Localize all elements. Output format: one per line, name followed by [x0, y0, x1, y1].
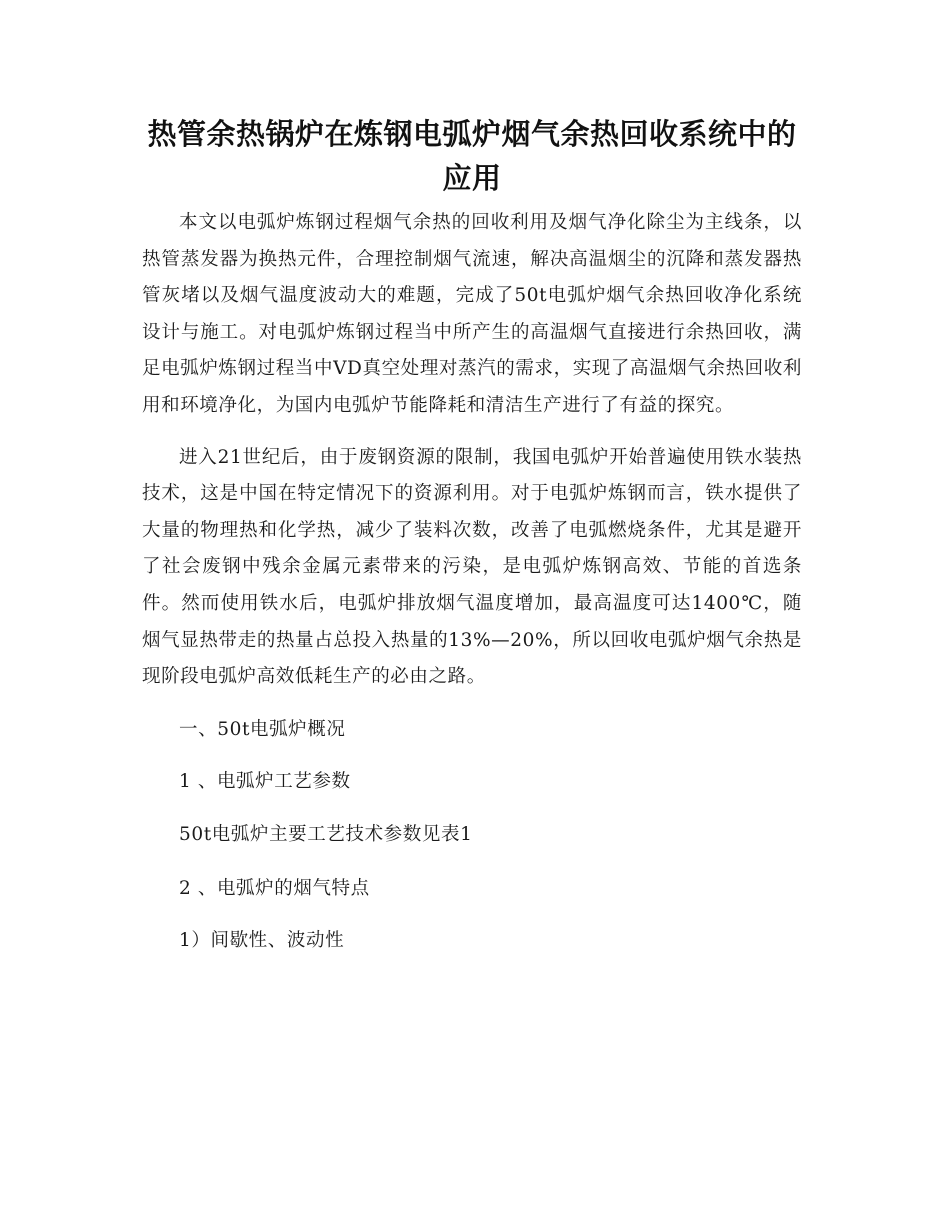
document-title: 热管余热锅炉在炼钢电弧炉烟气余热回收系统中的应用: [147, 117, 797, 195]
subsection-heading-2: 2 、电弧炉的烟气特点: [179, 877, 370, 899]
subsection-heading-1: 1 、电弧炉工艺参数: [179, 771, 351, 793]
section-heading-1: 一、50t电弧炉概况: [179, 718, 346, 740]
list-item-1: 1）间歇性、波动性: [179, 930, 345, 952]
table-reference: 50t电弧炉主要工艺技术参数见表1: [179, 823, 473, 845]
abstract-paragraph: 本文以电弧炉炼钢过程烟气余热的回收利用及烟气净化除尘为主线条，以热管蒸发器为换热元件，合理控制烟气流速，解决高温烟尘的沉降和蒸发器热管灰堵以及烟气温度波动大的难题，完成了50t电弧炉烟气余热回收净化系统设计与施工。对电弧炉炼钢过程当中所产生的高温烟气直接进行余热回收，满足电弧炉炼钢过程当中VD真空处理对蒸汽的需求，实现了高温烟气余热回收利用和环境净化，为国内电弧炉节能降耗和清洁生产进行了有益的探究。: [142, 212, 802, 416]
intro-paragraph: 进入21世纪后，由于废钢资源的限制，我国电弧炉开始普遍使用铁水装热技术，这是中国在特定情况下的资源利用。对于电弧炉炼钢而言，铁水提供了大量的物理热和化学热，减少了装料次数，改善了电弧燃烧条件，尤其是避开了社会废钢中残余金属元素带来的污染，是电弧炉炼钢高效、节能的首选条件。然而使用铁水后，电弧炉排放烟气温度增加，最高温度可达1400℃，随烟气显热带走的热量占总投入热量的13%—20%，所以回收电弧炉烟气余热是现阶段电弧炉高效低耗生产的必由之路。: [142, 446, 802, 688]
document-page: [142, 112, 802, 960]
